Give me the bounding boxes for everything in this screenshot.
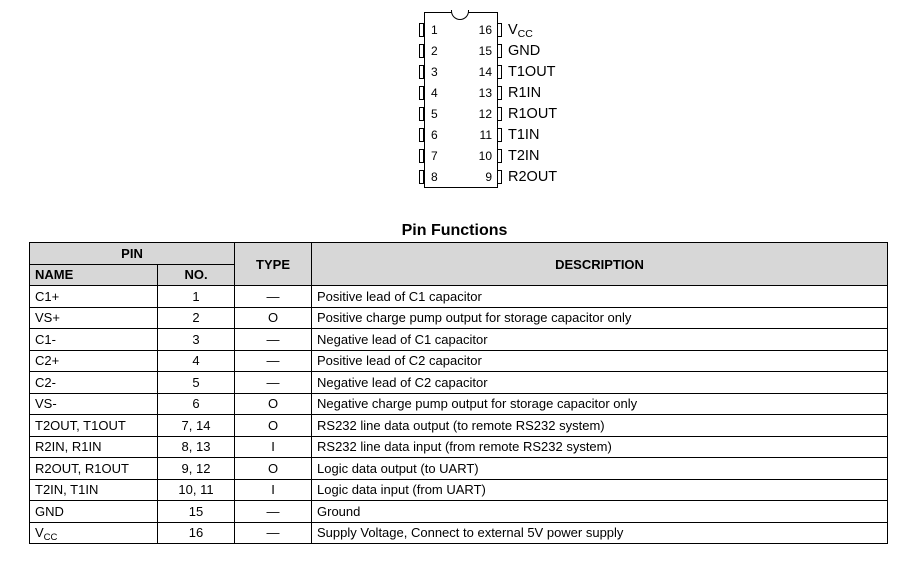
- cell-type: —: [235, 501, 312, 523]
- cell-description: Logic data input (from UART): [312, 479, 888, 501]
- cell-name-text: T2OUT, T1OUT: [35, 417, 126, 433]
- pin-lead: [419, 149, 424, 163]
- cell-name-text: VS-: [35, 396, 57, 412]
- cell-name: [30, 393, 158, 415]
- header-description: DESCRIPTION: [312, 243, 888, 286]
- cell-description: Positive lead of C1 capacitor: [312, 286, 888, 308]
- cell-description: Positive lead of C2 capacitor: [312, 350, 888, 372]
- pin-functions-table: [29, 242, 888, 544]
- table-row: [30, 436, 888, 458]
- pin-number: 7: [431, 149, 438, 163]
- cell-description: Negative lead of C1 capacitor: [312, 329, 888, 351]
- cell-no: 2: [158, 307, 235, 329]
- header-name: NAME: [30, 264, 158, 286]
- pin-lead: [419, 128, 424, 142]
- pin-number: 3: [431, 65, 438, 79]
- cell-name-text: GND: [35, 503, 64, 519]
- cell-no: 7, 14: [158, 415, 235, 437]
- pin-label: [508, 167, 557, 187]
- pin-label-text: V: [508, 22, 518, 38]
- cell-name-subscript: CC: [43, 532, 58, 544]
- table-row: [30, 393, 888, 415]
- pin-number: 14: [478, 65, 492, 79]
- cell-description: RS232 line data input (from remote RS232 system): [312, 436, 888, 458]
- table-row: [30, 307, 888, 329]
- pin-lead: [419, 44, 424, 58]
- pin-label: [508, 41, 540, 61]
- pin-number: 6: [431, 128, 438, 142]
- cell-name-text: C1+: [35, 288, 60, 304]
- cell-name-text: R2IN, R1IN: [35, 439, 102, 455]
- pin-lead: [497, 128, 502, 142]
- pin-number: 5: [431, 107, 438, 121]
- cell-no: 5: [158, 372, 235, 394]
- pin-lead: [419, 107, 424, 121]
- pin-lead: [497, 23, 502, 37]
- pin-label: [508, 146, 539, 166]
- cell-description: Positive charge pump output for storage capacitor only: [312, 307, 888, 329]
- pin-number: 8: [431, 170, 438, 184]
- cell-description: Supply Voltage, Connect to external 5V power supply: [312, 522, 888, 544]
- pin-label-subscript: CC: [517, 28, 533, 40]
- cell-name-text: R2OUT, R1OUT: [35, 460, 129, 476]
- table-body: [30, 286, 888, 544]
- cell-type: —: [235, 522, 312, 544]
- cell-name-text: VS+: [35, 310, 60, 326]
- pin-label: [508, 83, 541, 103]
- cell-name-text: V: [35, 525, 44, 541]
- cell-name: [30, 286, 158, 308]
- table-row: [30, 415, 888, 437]
- cell-name: [30, 329, 158, 351]
- pin-number: 1: [431, 23, 438, 37]
- pin-label-text: T2IN: [508, 148, 540, 164]
- cell-name-text: C2-: [35, 374, 56, 390]
- pin-label: [508, 20, 533, 40]
- pin-lead: [419, 23, 424, 37]
- pin-number: 9: [485, 170, 492, 184]
- table-row: [30, 286, 888, 308]
- pin-label-text: T1IN: [508, 127, 540, 143]
- table-row: [30, 458, 888, 480]
- table-row: [30, 329, 888, 351]
- table-row: [30, 350, 888, 372]
- cell-name: [30, 479, 158, 501]
- table-row: [30, 501, 888, 523]
- header-pin: PIN: [30, 243, 235, 265]
- pin-lead: [419, 65, 424, 79]
- cell-type: O: [235, 307, 312, 329]
- cell-type: —: [235, 350, 312, 372]
- cell-type: —: [235, 286, 312, 308]
- cell-name: [30, 415, 158, 437]
- pin-number: 11: [479, 128, 492, 142]
- pin-label-text: R1OUT: [508, 106, 558, 122]
- pin-label-text: T1OUT: [508, 64, 556, 80]
- cell-type: —: [235, 329, 312, 351]
- pin-number: 12: [478, 107, 492, 121]
- cell-no: 6: [158, 393, 235, 415]
- pin-label-text: R2OUT: [508, 169, 558, 185]
- cell-type: I: [235, 479, 312, 501]
- pin-number: 10: [478, 149, 492, 163]
- pin-number: 13: [478, 86, 492, 100]
- pin-label-text: R1IN: [508, 85, 542, 101]
- pin-lead: [497, 170, 502, 184]
- pin-lead: [497, 107, 502, 121]
- cell-name-text: C2+: [35, 353, 60, 369]
- cell-type: I: [235, 436, 312, 458]
- pin-lead: [497, 149, 502, 163]
- cell-name: [30, 307, 158, 329]
- cell-no: 10, 11: [158, 479, 235, 501]
- cell-no: 4: [158, 350, 235, 372]
- pin-label: [508, 125, 539, 145]
- table-title: Pin Functions: [401, 222, 508, 239]
- pin-number: 16: [478, 23, 492, 37]
- table-row: [30, 522, 888, 544]
- cell-no: 9, 12: [158, 458, 235, 480]
- pin-lead: [419, 86, 424, 100]
- cell-type: O: [235, 458, 312, 480]
- pin-lead: [497, 86, 502, 100]
- pin-lead: [497, 44, 502, 58]
- cell-name-text: C1-: [35, 331, 56, 347]
- pin-label: [508, 104, 557, 124]
- pin-number: 4: [431, 86, 438, 100]
- cell-name: [30, 436, 158, 458]
- cell-name: [30, 501, 158, 523]
- pin-label-text: GND: [508, 43, 541, 59]
- header-no: NO.: [158, 264, 235, 286]
- pin-lead: [419, 170, 424, 184]
- cell-description: Negative lead of C2 capacitor: [312, 372, 888, 394]
- pin-lead: [497, 65, 502, 79]
- pin-label: [508, 62, 556, 82]
- cell-name: [30, 372, 158, 394]
- cell-description: Logic data output (to UART): [312, 458, 888, 480]
- cell-name: [30, 522, 158, 544]
- table-row: [30, 372, 888, 394]
- cell-no: 3: [158, 329, 235, 351]
- cell-no: 1: [158, 286, 235, 308]
- cell-name: [30, 458, 158, 480]
- pin-number: 2: [431, 44, 438, 58]
- cell-description: RS232 line data output (to remote RS232 system): [312, 415, 888, 437]
- header-type: TYPE: [235, 243, 312, 286]
- cell-no: 16: [158, 522, 235, 544]
- table-row: [30, 479, 888, 501]
- cell-name-text: T2IN, T1IN: [35, 482, 99, 498]
- cell-no: 8, 13: [158, 436, 235, 458]
- pin-number: 15: [478, 44, 492, 58]
- cell-description: Negative charge pump output for storage capacitor only: [312, 393, 888, 415]
- cell-no: 15: [158, 501, 235, 523]
- cell-type: O: [235, 393, 312, 415]
- cell-description: Ground: [312, 501, 888, 523]
- cell-type: O: [235, 415, 312, 437]
- cell-name: [30, 350, 158, 372]
- cell-type: —: [235, 372, 312, 394]
